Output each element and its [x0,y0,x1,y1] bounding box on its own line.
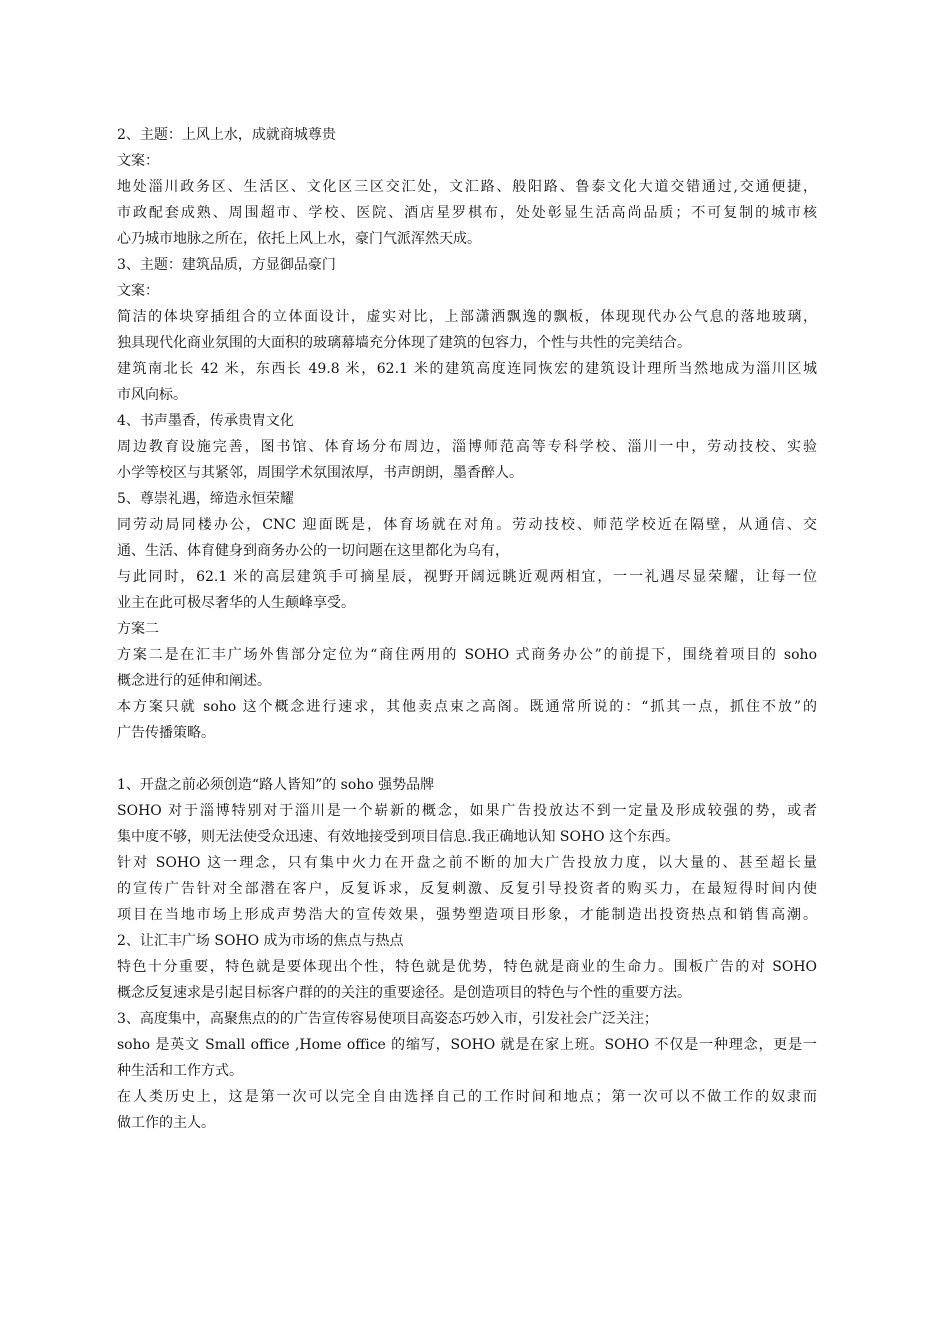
paragraph-line: 与此同时，62.1 米的高层建筑手可摘星辰，视野开阔远眺近观两相宜，一一礼遇尽显荣耀，让每一位 [117,569,817,585]
heading-point-1: 1、开盘之前必须创造“路人皆知”的 soho 强势品牌 [117,777,435,793]
heading-plan-2: 方案二 [117,621,159,637]
paragraph-line: 广告传播策略。 [117,725,215,741]
blank-line [117,746,817,772]
heading-theme-5: 5、尊崇礼遇，缔造永恒荣耀 [117,491,294,507]
paragraph-line: 同劳动局同楼办公，CNC 迎面既是，体育场就在对角。劳动技校、师范学校近在隔壁，从通信、交 [117,517,817,533]
paragraph-line: 针对 SOHO 这一理念，只有集中火力在开盘之前不断的加大广告投放力度，以大量的、甚至超长量 [117,855,817,871]
paragraph-line: 地处淄川政务区、生活区、文化区三区交汇处，文汇路、般阳路、鲁泰文化大道交错通过,交通便捷， [117,179,817,195]
paragraph-line: 种生活和工作方式。 [117,1063,243,1079]
paragraph-line: 周边教育设施完善，图书馆、体育场分布周边，淄博师范高等专科学校、淄川一中，劳动技校、实验 [117,439,817,455]
heading-theme-2: 2、主题：上风上水，成就商城尊贵 [117,127,336,143]
paragraph-line: 概念反复速求是引起目标客户群的的关注的重要途径。是创造项目的特色与个性的重要方法。 [117,985,691,1001]
document-body [117,122,817,1136]
paragraph-line: 方案二是在汇丰广场外售部分定位为“商住两用的 SOHO 式商务办公”的前提下，围绕着项目的 soho [117,647,817,663]
paragraph-line: 简洁的体块穿插组合的立体面设计，虚实对比，上部潇洒飘逸的飘板，体现现代办公气息的落地玻璃， [117,309,817,325]
paragraph-line: 业主在此可极尽奢华的人生颠峰享受。 [117,595,355,611]
paragraph-line: SOHO 对于淄博特别对于淄川是一个崭新的概念，如果广告投放达不到一定量及形成较强的势，或者 [117,803,817,819]
heading-point-3: 3、高度集中，高聚焦点的的广告宣传容易使项目高姿态巧妙入市，引发社会广泛关注； [117,1011,658,1027]
paragraph-line: soho 是英文 Small office ,Home office 的缩写，SOHO 就是在家上班。SOHO 不仅是一种理念，更是一 [117,1037,817,1053]
heading-point-2: 2、让汇丰广场 SOHO 成为市场的焦点与热点 [117,933,404,949]
paragraph-line: 小学等校区与其紧邻，周围学术氛围浓厚，书声朗朗，墨香醉人。 [117,465,523,481]
paragraph-line: 在人类历史上，这是第一次可以完全自由选择自己的工作时间和地点；第一次可以不做工作的奴隶而 [117,1089,817,1105]
paragraph-line: 特色十分重要，特色就是要体现出个性，特色就是优势，特色就是商业的生命力。围板广告的对 SOHO [117,959,817,975]
paragraph-line: 市政配套成熟、周围超市、学校、医院、酒店星罗棋布，处处彰显生活高尚品质；不可复制的城市核 [117,205,817,221]
paragraph-line: 概念进行的延伸和阐述。 [117,673,271,689]
paragraph-line: 本方案只就 soho 这个概念进行速求，其他卖点束之高阁。既通常所说的：“抓其一点，抓住不放”的 [117,699,817,715]
heading-theme-3: 3、主题：建筑品质，方显御品豪门 [117,257,336,273]
paragraph-line: 建筑南北长 42 米，东西长 49.8 米，62.1 米的建筑高度连同恢宏的建筑设计理所当然地成为淄川区城 [117,361,817,377]
copy-label: 文案： [117,153,159,169]
paragraph-line: 的宣传广告针对全部潜在客户，反复诉求，反复刺激、反复引导投资者的购买力，在最短得时间内使 [117,881,817,897]
paragraph-line: 独具现代化商业氛围的大面积的玻璃幕墙充分体现了建筑的包容力，个性与共性的完美结合。 [117,335,691,351]
paragraph-line: 集中度不够，则无法使受众迅速、有效地接受到项目信息.我正确地认知 SOHO 这个东西。 [117,829,680,845]
paragraph-line: 心乃城市地脉之所在，依托上风上水，豪门气派浑然天成。 [117,231,481,247]
paragraph-line: 通、生活、体育健身到商务办公的一切问题在这里都化为乌有， [117,543,509,559]
paragraph-line: 做工作的主人。 [117,1115,215,1131]
copy-label: 文案： [117,283,159,299]
paragraph-line: 市风向标。 [117,387,187,403]
paragraph-line: 项目在当地市场上形成声势浩大的宣传效果，强势塑造项目形象，才能制造出投资热点和销售高潮。 [117,907,817,923]
heading-theme-4: 4、书声墨香，传承贵胄文化 [117,413,294,429]
